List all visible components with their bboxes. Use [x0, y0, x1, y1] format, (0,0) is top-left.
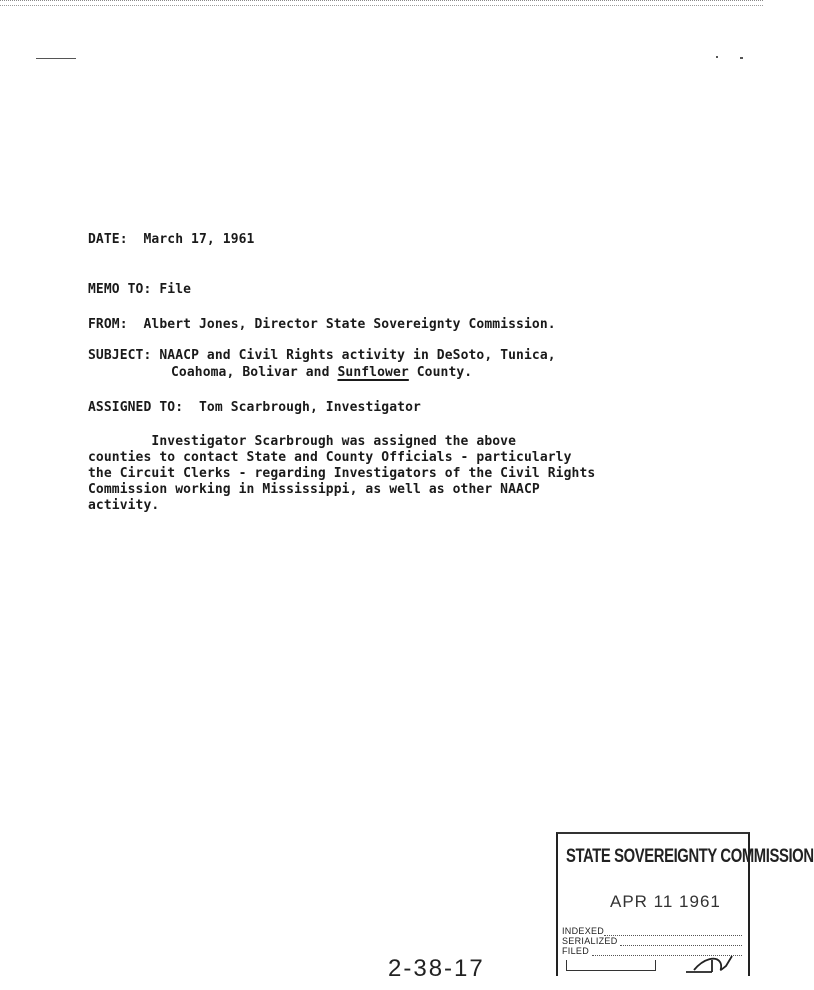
from-label: FROM:: [88, 317, 128, 332]
body-line: the Circuit Clerks - regarding Investigators of the Civil Rights: [88, 466, 596, 481]
scan-edge: [0, 0, 763, 6]
subject-label: SUBJECT:: [88, 348, 152, 363]
body-line: activity.: [88, 498, 160, 513]
subject-row: [88, 348, 556, 364]
scan-mark: [36, 58, 76, 59]
memo-to-label: MEMO TO:: [88, 282, 152, 297]
scan-mark: [740, 57, 743, 59]
body-line: Investigator Scarbrough was assigned the above: [88, 434, 517, 449]
date-value: March 17, 1961: [143, 232, 255, 247]
stamp-box: [566, 960, 656, 971]
from-row: [88, 317, 556, 333]
subject-line-2-pre: Coahoma, Bolivar and: [171, 365, 338, 380]
stamp-serialized: SERIALIZED: [562, 936, 618, 946]
stamp-date: APR 11 1961: [610, 892, 721, 911]
stamp-line: [620, 945, 742, 946]
received-stamp: [556, 832, 814, 976]
file-reference-number: 2-38-17: [388, 955, 485, 982]
assigned-value: Tom Scarbrough, Investigator: [198, 400, 421, 415]
memo-to-value: File: [159, 282, 192, 297]
memo-to-row: [88, 282, 191, 298]
subject-row-2: [171, 365, 472, 381]
body-line: counties to contact State and County Officials - particularly: [88, 450, 572, 465]
assigned-row: [88, 400, 421, 416]
scan-mark: [716, 56, 718, 58]
assigned-label: ASSIGNED TO:: [88, 400, 184, 415]
stamp-indexed: INDEXED: [562, 926, 605, 936]
body-line: Commission working in Mississippi, as well as other NAACP: [88, 482, 540, 497]
date-row: [88, 232, 254, 248]
stamp-line: [604, 935, 742, 936]
stamp-filed: FILED: [562, 946, 590, 956]
date-label: DATE:: [88, 232, 128, 247]
stamp-initials-mark: [682, 952, 740, 976]
subject-underlined-word: Sunflower: [337, 365, 409, 380]
stamp-title: STATE SOVEREIGNTY COMMISSION: [566, 846, 814, 867]
from-value: Albert Jones, Director State Sovereignty Commission.: [143, 317, 556, 332]
subject-line-1: NAACP and Civil Rights activity in DeSoto, Tunica,: [159, 348, 556, 363]
subject-line-2-post: County.: [408, 365, 473, 380]
